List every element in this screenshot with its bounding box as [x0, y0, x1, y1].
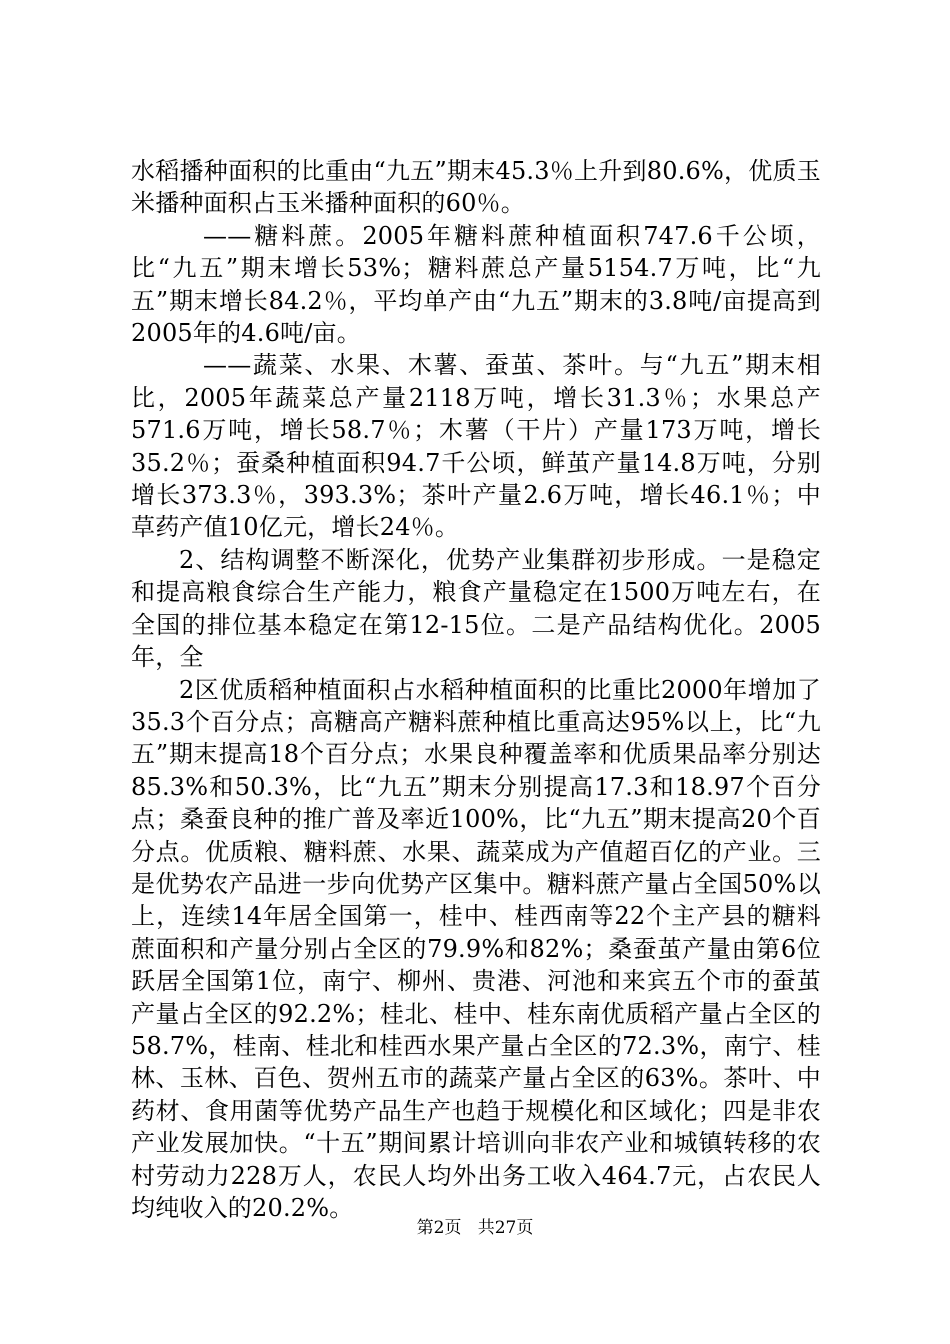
paragraph-structure-adjustment: 2、结构调整不断深化，优势产业集群初步形成。一是稳定和提高粮食综合生产能力，粮食产量稳定在1500万吨左右，在全国的排位基本稳定在第12-15位。二是产品结构优化。2005年，全 [131, 545, 821, 672]
page-number-current: 第2页 [416, 1218, 462, 1238]
paragraph-rice-ratio: 水稻播种面积的比重由“九五”期末45.3％上升到80.6%，优质玉米播种面积占玉米播种面积的60％。 [131, 157, 821, 218]
page-footer [0, 1213, 950, 1238]
page-number-total: 共27页 [477, 1218, 534, 1238]
paragraph-regional-production: 2区优质稻种植面积占水稻种植面积的比重比2000年增加了35.3个百分点；高糖高产糖料蔗种植比重高达95%以上，比“九五”期末提高18个百分点；水果良种覆盖率和优质果品率分别达85.3%和50.3%，比“九五”期末分别提高17.3和18.97个百分点；桑蚕良种的推广普及率近100%，比“九五”期末提高20个百分点。优质粮、糖料蔗、水果、蔬菜成为产值超百亿的产业。三是优势农产品进一步向优势产区集中。糖料蔗产量占全国50%以上，连续14年居全国第一，桂中、桂西南等22个主产县的糖料蔗面积和产量分别占全区的79.9%和82%；桑蚕茧产量由第6位跃居全国第1位，南宁、柳州、贵港、河池和来宾五个市的蚕茧产量占全区的92.2%；桂北、桂中、桂东南优质稻产量占全区的58.7%，桂南、桂北和桂西水果产量占全区的72.3%，南宁、桂林、玉林、百色、贺州五市的蔬菜产量占全区的63%。茶叶、中药材、食用菌等优势产品生产也趋于规模化和区域化；四是非农产业发展加快。“十五”期间累计培训向非农产业和城镇转移的农村劳动力228万人，农民人均外出务工收入464.7元，占农民人均纯收入的20.2%。 [131, 675, 821, 1222]
page-number-separator [467, 1218, 472, 1238]
paragraph-vegetables-fruits: ——蔬菜、水果、木薯、蚕茧、茶叶。与“九五”期末相比，2005年蔬菜总产量2118万吨，增长31.3％；水果总产571.6万吨，增长58.7％；木薯（干片）产量173万吨，增长35.2％；蚕桑种植面积94.7千公顷，鲜茧产量14.8万吨，分别增长373.3％，393.3%；茶叶产量2.6万吨，增长46.1％；中草药产值10亿元，增长24％。 [131, 351, 821, 542]
paragraph-sugarcane: ——糖料蔗。2005年糖料蔗种植面积747.6千公顷，比“九五”期末增长53%；糖料蔗总产量5154.7万吨，比“九五”期末增长84.2％，平均单产由“九五”期末的3.8吨/亩提高到2005年的4.6吨/亩。 [131, 221, 821, 348]
document-body [131, 155, 821, 1224]
